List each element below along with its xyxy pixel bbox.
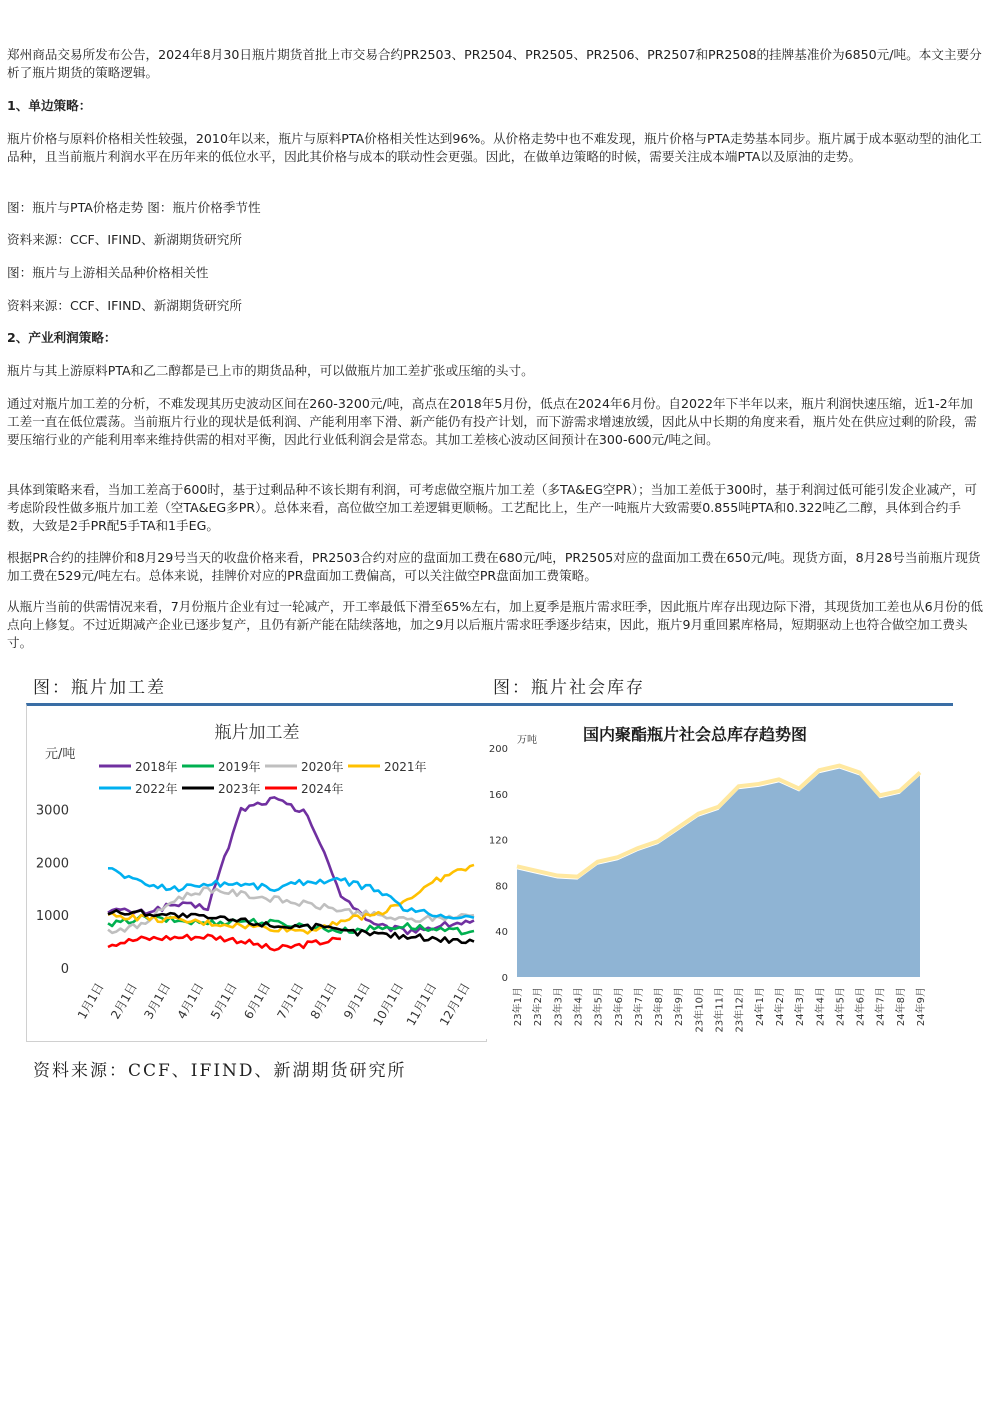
- processing-margin-chart: [27, 706, 486, 1041]
- x-tick-label: 8月1日: [307, 980, 340, 1022]
- figure-source: 资料来源：CCF、IFIND、新湖期货研究所: [33, 1061, 407, 1081]
- legend-label: 2019年: [218, 760, 261, 774]
- figure-ref-2: 图：瓶片与上游相关品种价格相关性: [7, 265, 209, 280]
- figure-ref-1: 图：瓶片与PTA价格走势 图：瓶片价格季节性: [7, 200, 261, 215]
- y-tick-label: 0: [60, 962, 69, 977]
- x-tick-label: 23年11月: [714, 987, 726, 1033]
- y-tick-label: 0: [501, 973, 508, 984]
- source-note-2: 资料来源：CCF、IFIND、新湖期货研究所: [7, 298, 242, 313]
- inventory-area: [517, 769, 920, 977]
- y-tick-label: 120: [488, 835, 508, 847]
- x-tick-label: 23年6月: [613, 987, 625, 1027]
- x-tick-label: 12月1日: [437, 980, 473, 1029]
- y-tick-label: 3000: [35, 803, 69, 819]
- x-tick-label: 4月1日: [174, 980, 207, 1022]
- y-axis-label: 元/吨: [45, 747, 76, 762]
- x-tick-label: 23年5月: [593, 987, 605, 1027]
- y-tick-label: 160: [488, 789, 508, 801]
- paragraph-intro: 郑州商品交易所发布公告，2024年8月30日瓶片期货首批上市交易合约PR2503、PR2504、PR2505、PR2506、PR2507和PR2508的挂牌基准价为6850元/吨。本文主要分析了瓶片期货的策略逻辑。: [7, 47, 982, 80]
- x-tick-label: 24年5月: [835, 987, 847, 1027]
- legend-label: 2023年: [218, 782, 261, 796]
- x-tick-label: 11月1日: [403, 980, 440, 1029]
- inventory-chart: [485, 706, 953, 1039]
- x-tick-label: 24年2月: [774, 987, 786, 1027]
- chart-title: 瓶片加工差: [214, 723, 300, 743]
- y-axis-label: 万吨: [517, 735, 537, 746]
- figure-caption-right: 图：瓶片社会库存: [493, 678, 645, 698]
- legend-label: 2020年: [301, 760, 344, 774]
- inventory-chart-panel: [485, 703, 953, 1039]
- paragraph-profit-intro: 瓶片与其上游原料PTA和乙二醇都是已上市的期货品种，可以做瓶片加工差扩张或压缩的头寸。: [7, 363, 534, 378]
- paragraph-contract-pricing: 根据PR合约的挂牌价和8月29号当天的收盘价格来看，PR2503合约对应的盘面加工费在680元/吨，PR2505对应的盘面加工费在650元/吨。现货方面，8月28号当前瓶片现货加工费在529元/吨左右。总体来说，挂牌价对应的PR盘面加工费偏高，可以关注做空PR盘面加工费策略。: [7, 550, 981, 583]
- paragraph-strategy-detail: 具体到策略来看，当加工差高于600时，基于过剩品种不该长期有利润，可考虑做空瓶片加工差（多TA&EG空PR）；当加工差低于300时，基于利润过低可能引发企业减产，可考虑阶段性做多瓶片加工差（空TA&EG多PR）。总体来看，高位做空加工差逻辑更顺畅。工艺配比上，生产一吨瓶片大致需要0.855吨PTA和0.322吨乙二醇，具体到合约手数，大致是2手PR配5手TA和1手EG。: [7, 482, 977, 533]
- heading-profit-strategy: 2、产业利润策略：: [7, 330, 117, 345]
- paragraph-single-side: 瓶片价格与原料价格相关性较强，2010年以来，瓶片与原料PTA价格相关性达到96%。从价格走势中也不难发现，瓶片价格与PTA走势基本同步。瓶片属于成本驱动型的油化工品种，且当前瓶片利润水平在历年来的低位水平，因此其价格与成本的联动性会更强。因此，在做单边策略的时候，需要关注成本端PTA以及原油的走势。: [7, 131, 982, 164]
- x-tick-label: 23年8月: [654, 987, 666, 1027]
- legend-label: 2024年: [301, 782, 344, 796]
- x-tick-label: 6月1日: [241, 980, 273, 1022]
- x-tick-label: 7月1日: [274, 980, 307, 1022]
- processing-margin-chart-panel: [26, 703, 487, 1042]
- x-tick-label: 24年4月: [815, 987, 827, 1027]
- paragraph-supply-demand: 从瓶片当前的供需情况来看，7月份瓶片企业有过一轮减产，开工率最低下滑至65%左右，加上夏季是瓶片需求旺季，因此瓶片库存出现边际下滑，其现货加工差也从6月份的低点向上修复。不过近期减产企业已逐步复产，且仍有新产能在陆续落地，加之9月以后瓶片需求旺季逐步结束，因此，瓶片9月重回累库格局，短期驱动上也符合做空加工费头寸。: [7, 599, 983, 650]
- x-tick-label: 24年8月: [895, 987, 907, 1027]
- series-line-2019年: [108, 915, 474, 934]
- legend-label: 2022年: [135, 782, 178, 796]
- x-tick-label: 10月1日: [370, 980, 407, 1029]
- legend-label: 2021年: [384, 760, 427, 774]
- x-tick-label: 1月1日: [74, 980, 107, 1022]
- y-tick-label: 200: [488, 744, 508, 755]
- x-tick-label: 24年6月: [855, 987, 867, 1027]
- y-tick-label: 80: [495, 881, 508, 893]
- heading-single-side: 1、单边策略：: [7, 98, 92, 113]
- paragraph-processing-margin: 通过对瓶片加工差的分析，不难发现其历史波动区间在260-3200元/吨，高点在2018年5月份，低点在2024年6月份。自2022年下半年以来，瓶片利润快速压缩，近1-2年加工差一直在低位震荡。当前瓶片行业的现状是低利润、产能利用率下滑、新产能仍有投产计划，而下游需求增速放缓，因此从中长期的角度来看，瓶片处在供应过剩的阶段，需要压缩行业的产能利用率来维持供需的相对平衡，因此行业低利润会是常态。其加工差核心波动区间预计在300-600元/吨之间。: [7, 396, 977, 447]
- x-tick-label: 9月1日: [341, 980, 373, 1022]
- series-line-2021年: [108, 865, 474, 934]
- x-tick-label: 24年3月: [795, 987, 807, 1027]
- x-tick-label: 23年7月: [633, 987, 645, 1027]
- y-tick-label: 1000: [35, 909, 69, 925]
- watermark: 华瑞信息: [585, 810, 657, 831]
- series-line-2024年: [108, 935, 341, 950]
- x-tick-label: 23年2月: [533, 987, 545, 1027]
- x-tick-label: 23年10月: [694, 987, 706, 1033]
- chart-title: 国内聚酯瓶片社会总库存趋势图: [582, 725, 808, 744]
- x-tick-label: 3月1日: [141, 980, 174, 1022]
- x-tick-label: 24年7月: [875, 987, 887, 1027]
- x-tick-label: 23年1月: [513, 987, 524, 1027]
- y-tick-label: 2000: [35, 856, 69, 872]
- source-note-1: 资料来源：CCF、IFIND、新湖期货研究所: [7, 232, 242, 247]
- legend-label: 2018年: [135, 760, 178, 774]
- x-tick-label: 23年9月: [674, 987, 686, 1027]
- x-tick-label: 23年4月: [573, 987, 585, 1027]
- x-tick-label: 23年12月: [734, 987, 746, 1033]
- x-tick-label: 24年9月: [916, 987, 927, 1027]
- x-tick-label: 23年3月: [553, 987, 565, 1027]
- x-tick-label: 24年1月: [754, 987, 766, 1027]
- figure-caption-left: 图：瓶片加工差: [33, 678, 166, 698]
- x-tick-label: 2月1日: [108, 980, 140, 1022]
- x-tick-label: 5月1日: [207, 980, 240, 1022]
- y-tick-label: 40: [495, 927, 508, 939]
